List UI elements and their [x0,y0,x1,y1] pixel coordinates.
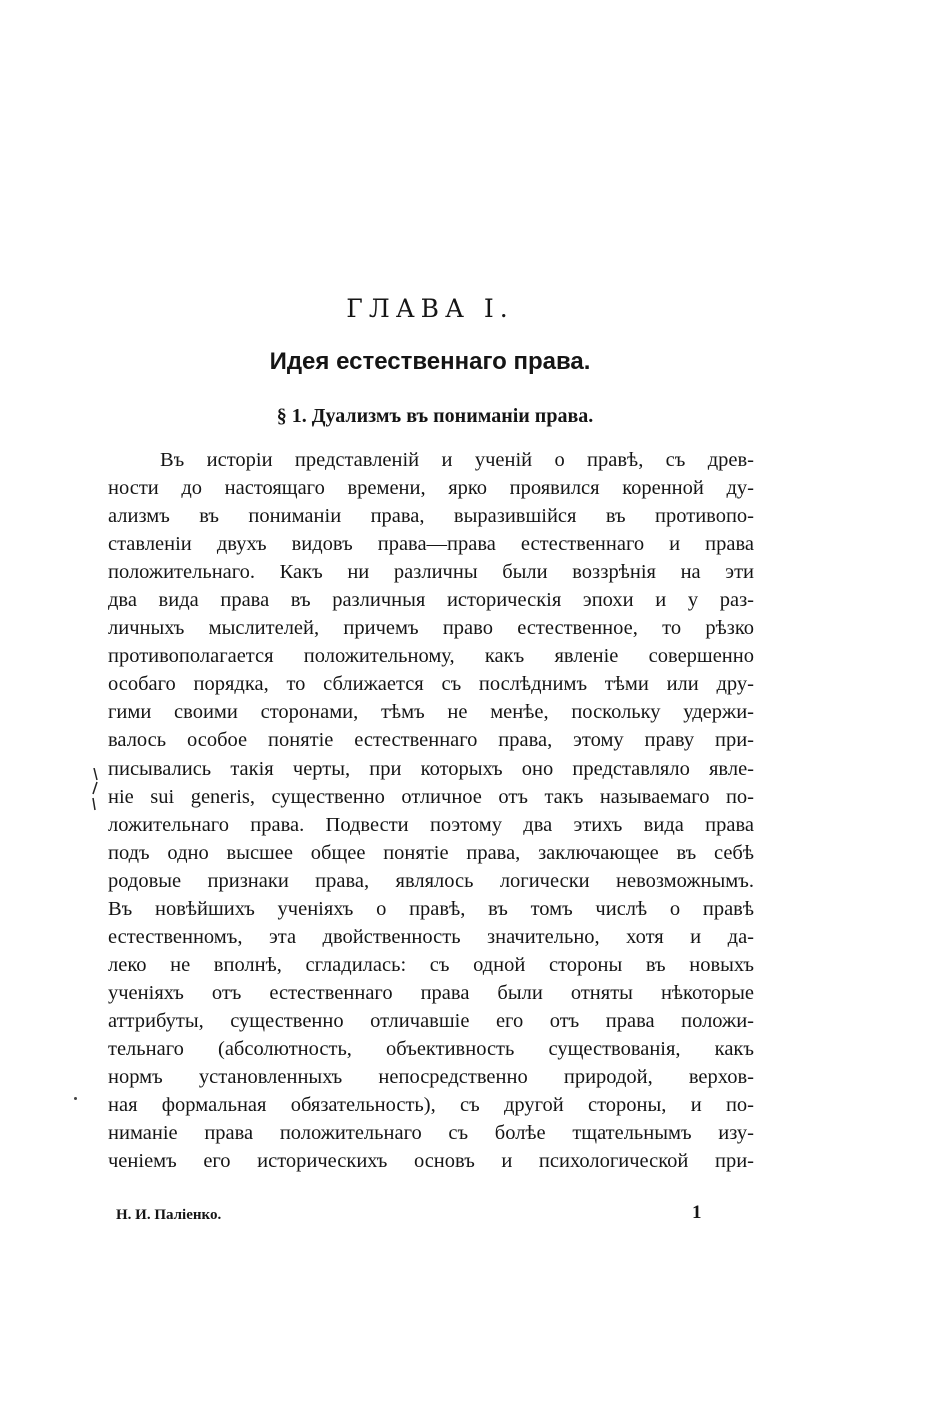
text-line: валось особое понятіе естественнаго права, этому праву при- [108,729,754,752]
text-line: ченіемъ его историческихъ основъ и психологической при- [108,1150,754,1173]
chapter-title: ГЛАВА I. [346,294,514,323]
chapter-subtitle: Идея естественнаго права. [269,348,591,375]
text-line: противополагается положительному, какъ явленіе совершенно [108,645,754,668]
text-line: гими своими сторонами, тѣмъ не менѣе, поскольку удержи- [108,701,754,724]
text-line: естественномъ, эта двойственность значительно, хотя и да- [108,925,754,948]
text-line: особаго порядка, то сближается съ послѣднимъ тѣми или дру- [108,673,754,696]
text-line: личныхъ мыслителей, причемъ право естественное, то рѣзко [108,617,754,640]
margin-mark [91,768,101,812]
text-line: ставленіи двухъ видовъ права—права естественнаго и права [108,533,754,556]
text-line: ложительнаго права. Подвести поэтому два этихъ вида права [108,813,754,836]
text-line: ности до настоящаго времени, ярко проявился коренной ду- [108,477,754,500]
body-text [108,446,754,1175]
text-line: два вида права въ различныя историческія эпохи и у раз- [108,589,754,612]
text-line: положительнаго. Какъ ни различны были воззрѣнія на эти [108,561,754,584]
text-line: аттрибуты, существенно отличавшіе его отъ права положи- [108,1009,754,1032]
text-line: ученіяхъ отъ естественнаго права были отняты нѣкоторые [108,981,754,1004]
margin-dot [74,1097,77,1100]
text-line: тельнаго (абсолютность, объективность существованія, какъ [108,1037,754,1060]
text-line: леко не вполнѣ, сгладилась: съ одной стороны въ новыхъ [108,953,754,976]
page-number: 1 [692,1202,702,1223]
text-line: родовые признаки права, являлось логически невозможнымъ. [108,869,754,892]
text-line: ниманіе права положительнаго съ болѣе тщательнымъ изу- [108,1122,754,1145]
text-line: ная формальная обязательность), съ другой стороны, и по- [108,1094,754,1117]
footer-author: Н. И. Паліенко. [116,1207,222,1223]
text-line: ализмъ въ пониманіи права, выразившійся въ противопо- [108,505,754,528]
text-line: Въ исторіи представленій и ученій о правѣ, съ древ- [160,449,754,471]
section-heading: § 1. Дуализмъ въ пониманіи права. [276,405,594,427]
text-line: Въ новѣйшихъ ученіяхъ о правѣ, въ томъ числѣ о правѣ [108,897,754,920]
text-line: ніе sui generis, существенно отличное отъ такъ называемаго по- [108,785,754,808]
text-line: нормъ установленныхъ непосредственно природой, верхов- [108,1066,754,1089]
text-line: писывались такія черты, при которыхъ оно представляло явле- [108,757,754,780]
text-line: подъ одно высшее общее понятіе права, заключающее въ себѣ [108,841,754,864]
